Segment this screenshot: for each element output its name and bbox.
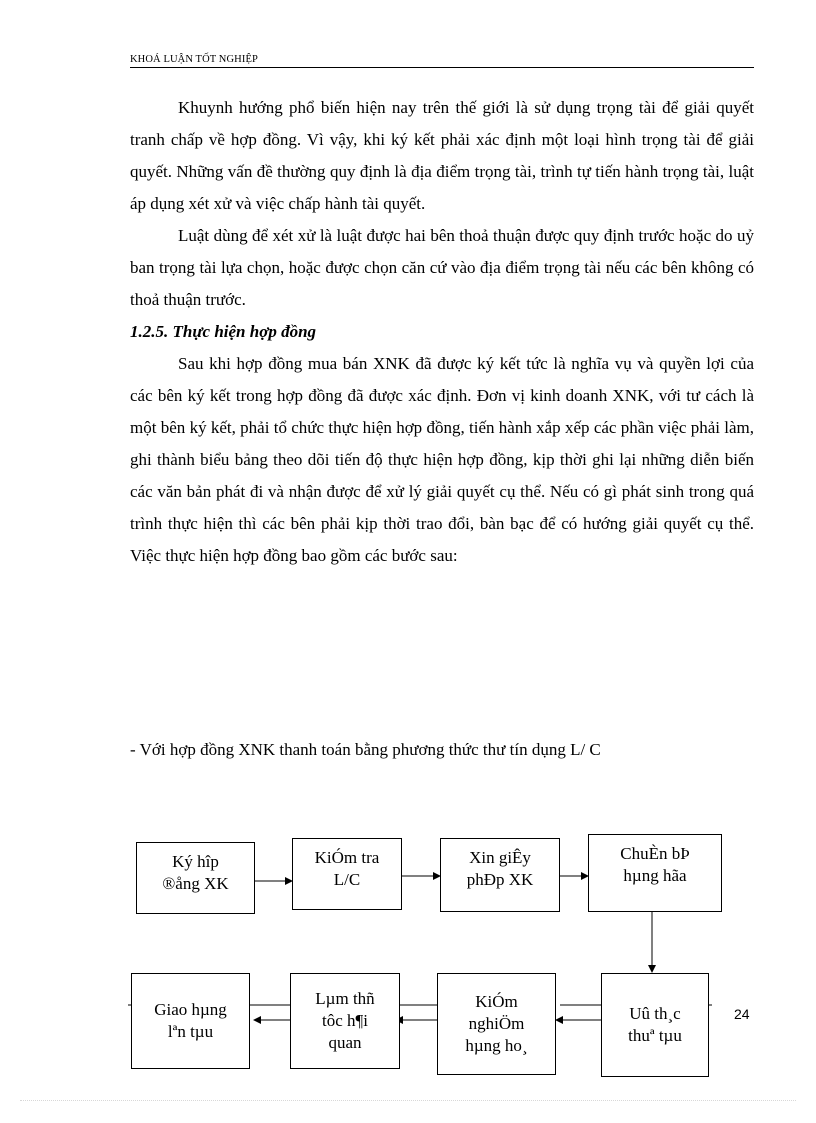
paragraph-2: Luật dùng để xét xử là luật được hai bên thoả thuận được quy định trước hoặc do uỷ ban trọng tài lựa chọn, hoặc được chọn căn cứ vào địa điểm trọng tài nếu các bên không có thoả thuận trước. <box>130 226 754 309</box>
flow-box-8: Giao hµng lªn tµu <box>131 973 250 1069</box>
flow-box-3: Xin giÊy phÐp XK <box>440 838 560 912</box>
flow-box-6: KiÓm nghiÖm hµng ho¸ <box>437 973 556 1075</box>
bullet-lc-payment: - Với hợp đồng XNK thanh toán bằng phương thức thư tín dụng L/ C <box>130 740 601 759</box>
section-heading: 1.2.5. Thực hiện hợp đồng <box>130 322 317 341</box>
flow-box-2: KiÓm tra L/C <box>292 838 402 910</box>
paragraph-1: Khuynh hướng phổ biến hiện nay trên thế giới là sử dụng trọng tài để giải quyết tranh chấp về hợp đồng. Vì vậy, khi ký kết phải xác định một loại hình trọng tài để giải quyết. Những vấn đề thường quy định là địa điểm trọng tài, trình tự tiến hành trọng tài, luật áp dụng xét xử và việc chấp hành tài quyết. <box>130 98 754 213</box>
flow-box-4: ChuÈn bÞ hµng hãa <box>588 834 722 912</box>
section-paragraph: Sau khi hợp đồng mua bán XNK đã được ký kết tức là nghĩa vụ và quyền lợi của các bên ký kết trong hợp đồng đã được xác định. Đơn vị kinh doanh XNK, với tư cách là một bên ký kết, phải tổ chức thực hiện hợp đồng, tiến hành xắp xếp các phần việc phải làm, ghi thành biểu bảng theo dõi tiến độ thực hiện hợp đồng, kịp thời ghi lại những diễn biến các văn bản phát đi và nhận được để xử lý giải quyết cụ thể. Nếu có gì phát sinh trong quá trình thực hiện thì các bên phải kịp thời trao đổi, bàn bạc để có hướng giải quyết cụ thể. Việc thực hiện hợp đồng bao gồm các bước sau: <box>130 354 754 565</box>
flow-box-7: Lµm thñ tôc h¶i quan <box>290 973 400 1069</box>
page-bottom-divider <box>20 1100 796 1101</box>
page-header: KHOÁ LUẬN TỐT NGHIỆP <box>130 54 754 68</box>
page-number: 24 <box>734 1006 750 1022</box>
flow-box-1: Ký hîp ®ång XK <box>136 842 255 914</box>
flow-box-5: Uû th¸c thuª tµu <box>601 973 709 1077</box>
